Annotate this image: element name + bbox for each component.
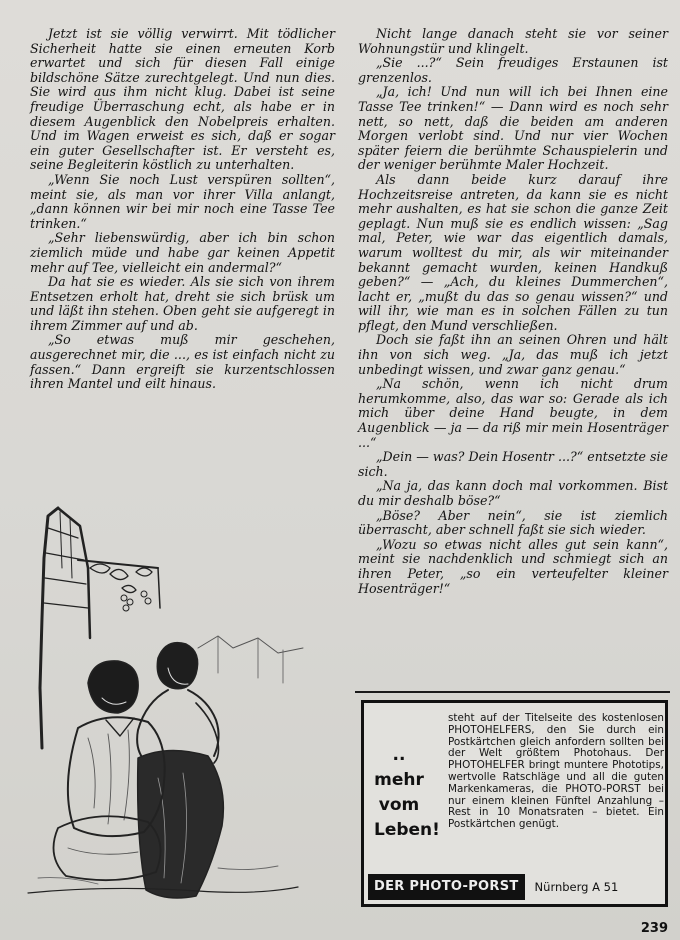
story-column-left [30, 27, 335, 392]
ad-brand-name: DER PHOTO-PORST [368, 874, 525, 900]
story-paragraph: „Na schön, wenn ich nicht drum herumkomme, also, das war so: Gerade als ich mich über deine Hand beugte, in dem Augenblick — ja — da riß mir mein Hosenträger ...“ [358, 376, 668, 450]
story-column-right [358, 27, 668, 596]
couple-illustration [18, 498, 310, 908]
story-paragraph: Doch sie faßt ihn an seinen Ohren und hält ihn von sich weg. „Ja, das muß ich jetzt unbedingt wissen, und zwar ganz genau.“ [358, 332, 668, 377]
story-paragraph: „Böse? Aber nein“, sie ist ziemlich überrascht, aber schnell faßt sie sich wieder. [358, 507, 668, 538]
story-paragraph: „Sehr liebenswürdig, aber ich bin schon ziemlich müde und habe gar keinen Appetit mehr auf Tee, vielleicht ein andermal?“ [30, 230, 335, 275]
ad-body-text: steht auf der Titelseite des kostenlosen PHOTOHELFERS, den Sie durch ein Postkärtchen gleich anfordern sollten bei der Welt größtem Photohaus. Der PHOTOHELFER bringt muntere Phototips, wertvolle Ratschläge und all die guten Markenkameras, die PHOTO-PORST bei nur einem kleinen Fünftel Anzahlung – Rest in 10 Monatsraten – bietet. Ein Postkärtchen genügt. [448, 712, 664, 831]
story-paragraph: „Ja, ich! Und nun will ich bei Ihnen eine Tasse Tee trinken!“ — Dann wird es noch sehr nett, so nett, daß die beiden am anderen Morgen verlobt sind. Und nur vier Wochen später feiern die berühmte Schauspielerin und der weniger berühmte Maler Hochzeit. [358, 84, 668, 173]
story-paragraph: „Sie ...?“ Sein freudiges Erstaunen ist grenzenlos. [358, 55, 668, 85]
ad-slogan: .. mehr vom Leben! [374, 745, 440, 840]
story-paragraph: „Na ja, das kann doch mal vorkommen. Bist du mir deshalb böse?“ [358, 478, 668, 508]
story-paragraph: „Dein — was? Dein Hosentr ...?“ entsetzte sie sich. [358, 449, 668, 479]
story-paragraph: Nicht lange danach steht sie vor seiner Wohnungstür und klingelt. [358, 26, 668, 56]
story-paragraph: „Wenn Sie noch Lust verspüren sollten“, meint sie, als man vor ihrer Villa anlangt, „dann können wir bei mir noch eine Tasse Tee trinken.“ [30, 171, 335, 231]
story-paragraph: „So etwas muß mir geschehen, ausgerechnet mir, die ..., es ist einfach nicht zu fassen.“ Dann ergreift sie kurzentschlossen ihren Mantel und eilt hinaus. [30, 332, 335, 392]
page-number: 239 [640, 921, 668, 936]
story-paragraph: Als dann beide kurz darauf ihre Hochzeitsreise antreten, da kann sie es nicht mehr aushalten, es hat sie schon die ganze Zeit geplagt. Nun muß sie es endlich wissen: „Sag mal, Peter, wie war das eigentlich damals, warum wolltest du mir, als wir miteinander bekannt gemacht wurden, keinen Handkuß geben?“ — „Ach, du kleines Dummerchen“, lacht er, „mußt du das so genau wissen?“ und will ihr, wie man es in solchen Fällen zu tun pflegt, den Mund verschließen. [358, 171, 668, 333]
story-paragraph: Jetzt ist sie völlig verwirrt. Mit tödlicher Sicherheit hatte sie einen erneuten Korb erwartet und sich für diesen Fall einige bildschöne Sätze zurechtgelegt. Und nun dies. Sie wird aus ihm nicht klug. Dabei ist seine freudige Überraschung echt, als habe er in diesem Augenblick den Nobelpreis erhalten. Und im Wagen erweist es sich, daß er sogar ein guter Gesellschafter ist. Er versteht es, seine Begleiterin köstlich zu unterhalten. [30, 26, 335, 173]
photo-porst-advertisement [361, 700, 668, 907]
story-paragraph: Da hat sie es wieder. Als sie sich von ihrem Entsetzen erholt hat, dreht sie sich brüsk um und läßt ihn stehen. Oben geht sie aufgeregt in ihrem Zimmer auf und ab. [30, 274, 335, 333]
ad-footer [368, 874, 661, 900]
divider-rule [355, 691, 670, 693]
story-paragraph: „Wozu so etwas nicht alles gut sein kann“, meint sie nachdenklich und schmiegt sich an ihren Peter, „so ein verteufelter kleiner Hosenträger!“ [358, 536, 668, 596]
ad-address: Nürnberg A 51 [534, 880, 619, 894]
